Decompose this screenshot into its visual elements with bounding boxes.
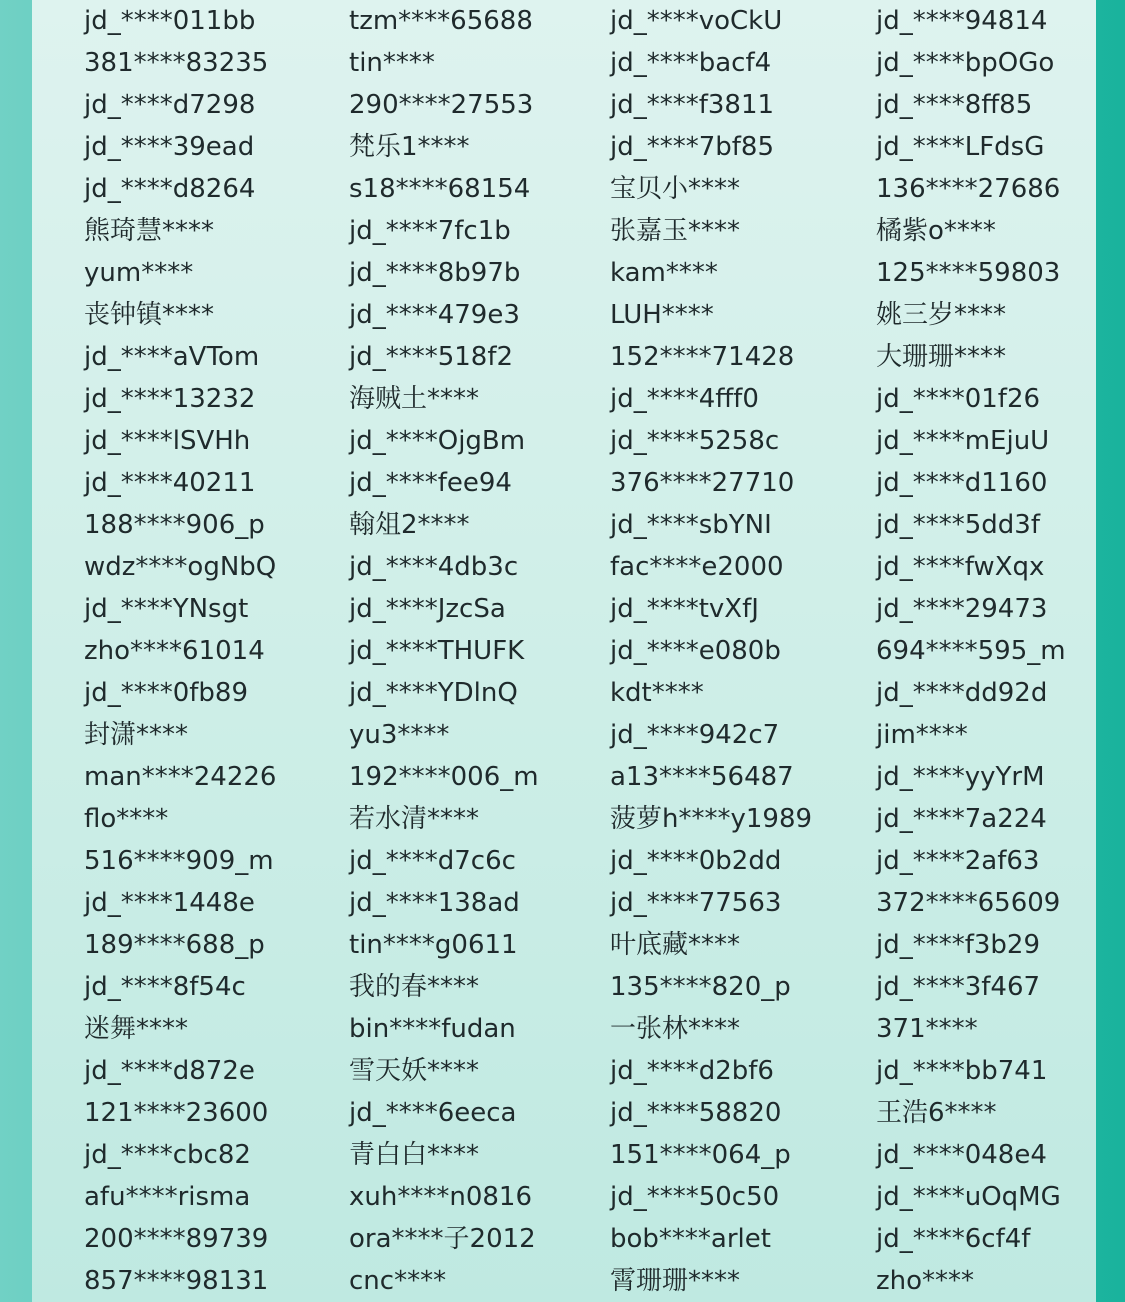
username-cell: 若水清**** <box>349 804 480 834</box>
username-cell: jd_****cbc82 <box>84 1140 251 1170</box>
name-row <box>32 420 1096 462</box>
name-row <box>32 1008 1096 1050</box>
username-cell: 381****83235 <box>84 48 269 78</box>
username-cell: a13****56487 <box>610 762 794 792</box>
username-cell: kdt**** <box>610 678 704 708</box>
username-cell: 857****98131 <box>84 1266 269 1296</box>
username-cell: jd_****942c7 <box>610 720 780 750</box>
name-row <box>32 210 1096 252</box>
username-cell: 橘紫o**** <box>876 216 996 246</box>
username-cell: s18****68154 <box>349 174 531 204</box>
username-cell: jd_****3f467 <box>876 972 1041 1002</box>
username-cell: jd_****bacf4 <box>610 48 772 78</box>
username-cell: 姚三岁**** <box>876 300 1007 330</box>
username-cell: 丧钟镇**** <box>84 300 215 330</box>
username-cell: 熊琦慧**** <box>84 216 215 246</box>
username-cell: yum**** <box>84 258 194 288</box>
username-cell: 372****65609 <box>876 888 1061 918</box>
username-cell: 霄珊珊**** <box>610 1266 741 1296</box>
username-cell: 290****27553 <box>349 90 534 120</box>
username-cell: jd_****77563 <box>610 888 782 918</box>
username-cell: jd_****d7c6c <box>349 846 516 876</box>
username-cell: jd_****YNsgt <box>84 594 249 624</box>
name-row <box>32 546 1096 588</box>
username-cell: zho****61014 <box>84 636 265 666</box>
name-row <box>32 336 1096 378</box>
username-cell: jd_****50c50 <box>610 1182 780 1212</box>
username-cell: tin**** <box>349 48 435 78</box>
name-row <box>32 798 1096 840</box>
username-cell: 王浩6**** <box>876 1098 997 1128</box>
username-cell: 宝贝小**** <box>610 174 741 204</box>
username-cell: jd_****0b2dd <box>610 846 782 876</box>
username-cell: jd_****011bb <box>84 6 256 36</box>
username-cell: 135****820_p <box>610 972 791 1002</box>
username-cell: jd_****dd92d <box>876 678 1048 708</box>
name-row <box>32 1218 1096 1260</box>
name-row <box>32 252 1096 294</box>
name-row <box>32 42 1096 84</box>
username-cell: 翰俎2**** <box>349 510 470 540</box>
name-row <box>32 1176 1096 1218</box>
name-row <box>32 0 1096 42</box>
username-cell: 151****064_p <box>610 1140 791 1170</box>
name-row <box>32 756 1096 798</box>
name-row <box>32 1134 1096 1176</box>
name-row <box>32 840 1096 882</box>
username-cell: 371**** <box>876 1014 978 1044</box>
name-row <box>32 378 1096 420</box>
name-row <box>32 672 1096 714</box>
username-cell: jd_****LFdsG <box>876 132 1045 162</box>
name-row <box>32 84 1096 126</box>
name-row <box>32 294 1096 336</box>
username-cell: jd_****39ead <box>84 132 255 162</box>
username-cell: 大珊珊**** <box>876 342 1007 372</box>
name-row <box>32 168 1096 210</box>
username-cell: 189****688_p <box>84 930 265 960</box>
username-cell: jd_****bb741 <box>876 1056 1048 1086</box>
name-row <box>32 1092 1096 1134</box>
username-cell: 封潇**** <box>84 720 189 750</box>
username-cell: jd_****fwXqx <box>876 552 1045 582</box>
username-cell: afu****risma <box>84 1182 251 1212</box>
username-cell: jd_****d872e <box>84 1056 255 1086</box>
username-cell: 694****595_m <box>876 636 1066 666</box>
username-cell: jd_****f3b29 <box>876 930 1041 960</box>
username-cell: jd_****bpOGo <box>876 48 1055 78</box>
username-cell: jd_****048e4 <box>876 1140 1047 1170</box>
name-row <box>32 504 1096 546</box>
username-cell: bin****fudan <box>349 1014 516 1044</box>
username-cell: jd_****4fff0 <box>610 384 759 414</box>
name-row <box>32 1050 1096 1092</box>
username-cell: 雪天妖**** <box>349 1056 480 1086</box>
username-cell: man****24226 <box>84 762 277 792</box>
username-cell: jd_****aVTom <box>84 342 260 372</box>
username-cell: jd_****OjgBm <box>349 426 526 456</box>
username-cell: jd_****0fb89 <box>84 678 249 708</box>
username-cell: jd_****uOqMG <box>876 1182 1061 1212</box>
username-cell: 张嘉玉**** <box>610 216 741 246</box>
username-cell: jd_****6eeca <box>349 1098 517 1128</box>
username-cell: jd_****479e3 <box>349 300 520 330</box>
username-cell: jd_****2af63 <box>876 846 1040 876</box>
username-cell: jd_****mEjuU <box>876 426 1050 456</box>
username-cell: 海贼土**** <box>349 384 480 414</box>
username-cell: 192****006_m <box>349 762 539 792</box>
username-cell: 菠萝h****y1989 <box>610 804 813 834</box>
username-cell: yu3**** <box>349 720 450 750</box>
username-cell: jd_****7bf85 <box>610 132 775 162</box>
username-cell: jd_****sbYNI <box>610 510 772 540</box>
username-cell: jd_****138ad <box>349 888 520 918</box>
username-cell: jd_****7fc1b <box>349 216 511 246</box>
name-row <box>32 714 1096 756</box>
username-cell: jd_****8b97b <box>349 258 521 288</box>
username-cell: xuh****n0816 <box>349 1182 532 1212</box>
username-cell: flo**** <box>84 804 169 834</box>
name-row <box>32 630 1096 672</box>
username-cell: jd_****518f2 <box>349 342 514 372</box>
username-cell: jim**** <box>876 720 968 750</box>
username-cell: 叶底藏**** <box>610 930 741 960</box>
username-cell: jd_****fee94 <box>349 468 512 498</box>
username-cell: jd_****d8264 <box>84 174 256 204</box>
username-cell: 200****89739 <box>84 1224 269 1254</box>
username-cell: jd_****4db3c <box>349 552 519 582</box>
username-cell: jd_****d7298 <box>84 90 256 120</box>
username-cell: zho**** <box>876 1266 975 1296</box>
username-cell: jd_****THUFK <box>349 636 525 666</box>
username-cell: jd_****d1160 <box>876 468 1048 498</box>
username-cell: jd_****5dd3f <box>876 510 1040 540</box>
username-cell: jd_****29473 <box>876 594 1048 624</box>
username-cell: jd_****94814 <box>876 6 1048 36</box>
username-cell: jd_****1448e <box>84 888 255 918</box>
name-list-panel <box>32 0 1096 1302</box>
username-cell: 152****71428 <box>610 342 795 372</box>
username-cell: 125****59803 <box>876 258 1061 288</box>
username-cell: cnc**** <box>349 1266 447 1296</box>
username-cell: jd_****lSVHh <box>84 426 251 456</box>
username-cell: jd_****13232 <box>84 384 256 414</box>
username-cell: 136****27686 <box>876 174 1061 204</box>
username-cell: 梵乐1**** <box>349 132 470 162</box>
username-cell: jd_****8ff85 <box>876 90 1033 120</box>
username-cell: LUH**** <box>610 300 714 330</box>
username-cell: jd_****01f26 <box>876 384 1041 414</box>
username-cell: bob****arlet <box>610 1224 771 1254</box>
name-row <box>32 126 1096 168</box>
name-row <box>32 966 1096 1008</box>
username-cell: wdz****ogNbQ <box>84 552 277 582</box>
name-row <box>32 1260 1096 1302</box>
username-cell: jd_****tvXfJ <box>610 594 759 624</box>
username-cell: jd_****5258c <box>610 426 780 456</box>
username-cell: tin****g0611 <box>349 930 518 960</box>
username-cell: 121****23600 <box>84 1098 269 1128</box>
username-cell: 青白白**** <box>349 1140 480 1170</box>
username-cell: 188****906_p <box>84 510 265 540</box>
name-grid <box>32 0 1096 1302</box>
username-cell: jd_****yyYrM <box>876 762 1045 792</box>
username-cell: 516****909_m <box>84 846 274 876</box>
username-cell: jd_****6cf4f <box>876 1224 1031 1254</box>
username-cell: jd_****e080b <box>610 636 781 666</box>
username-cell: jd_****40211 <box>84 468 256 498</box>
username-cell: ora****子2012 <box>349 1224 536 1254</box>
username-cell: tzm****65688 <box>349 6 533 36</box>
username-cell: 一张林**** <box>610 1014 741 1044</box>
name-row <box>32 462 1096 504</box>
username-cell: 我的春**** <box>349 972 480 1002</box>
username-cell: 迷舞**** <box>84 1014 189 1044</box>
name-row <box>32 924 1096 966</box>
username-cell: jd_****8f54c <box>84 972 246 1002</box>
name-row <box>32 882 1096 924</box>
username-cell: jd_****7a224 <box>876 804 1047 834</box>
username-cell: jd_****f3811 <box>610 90 775 120</box>
name-row <box>32 588 1096 630</box>
username-cell: kam**** <box>610 258 718 288</box>
username-cell: 376****27710 <box>610 468 795 498</box>
username-cell: jd_****voCkU <box>610 6 783 36</box>
username-cell: jd_****d2bf6 <box>610 1056 774 1086</box>
username-cell: jd_****58820 <box>610 1098 782 1128</box>
username-cell: jd_****YDlnQ <box>349 678 518 708</box>
username-cell: jd_****JzcSa <box>349 594 506 624</box>
username-cell: fac****e2000 <box>610 552 784 582</box>
